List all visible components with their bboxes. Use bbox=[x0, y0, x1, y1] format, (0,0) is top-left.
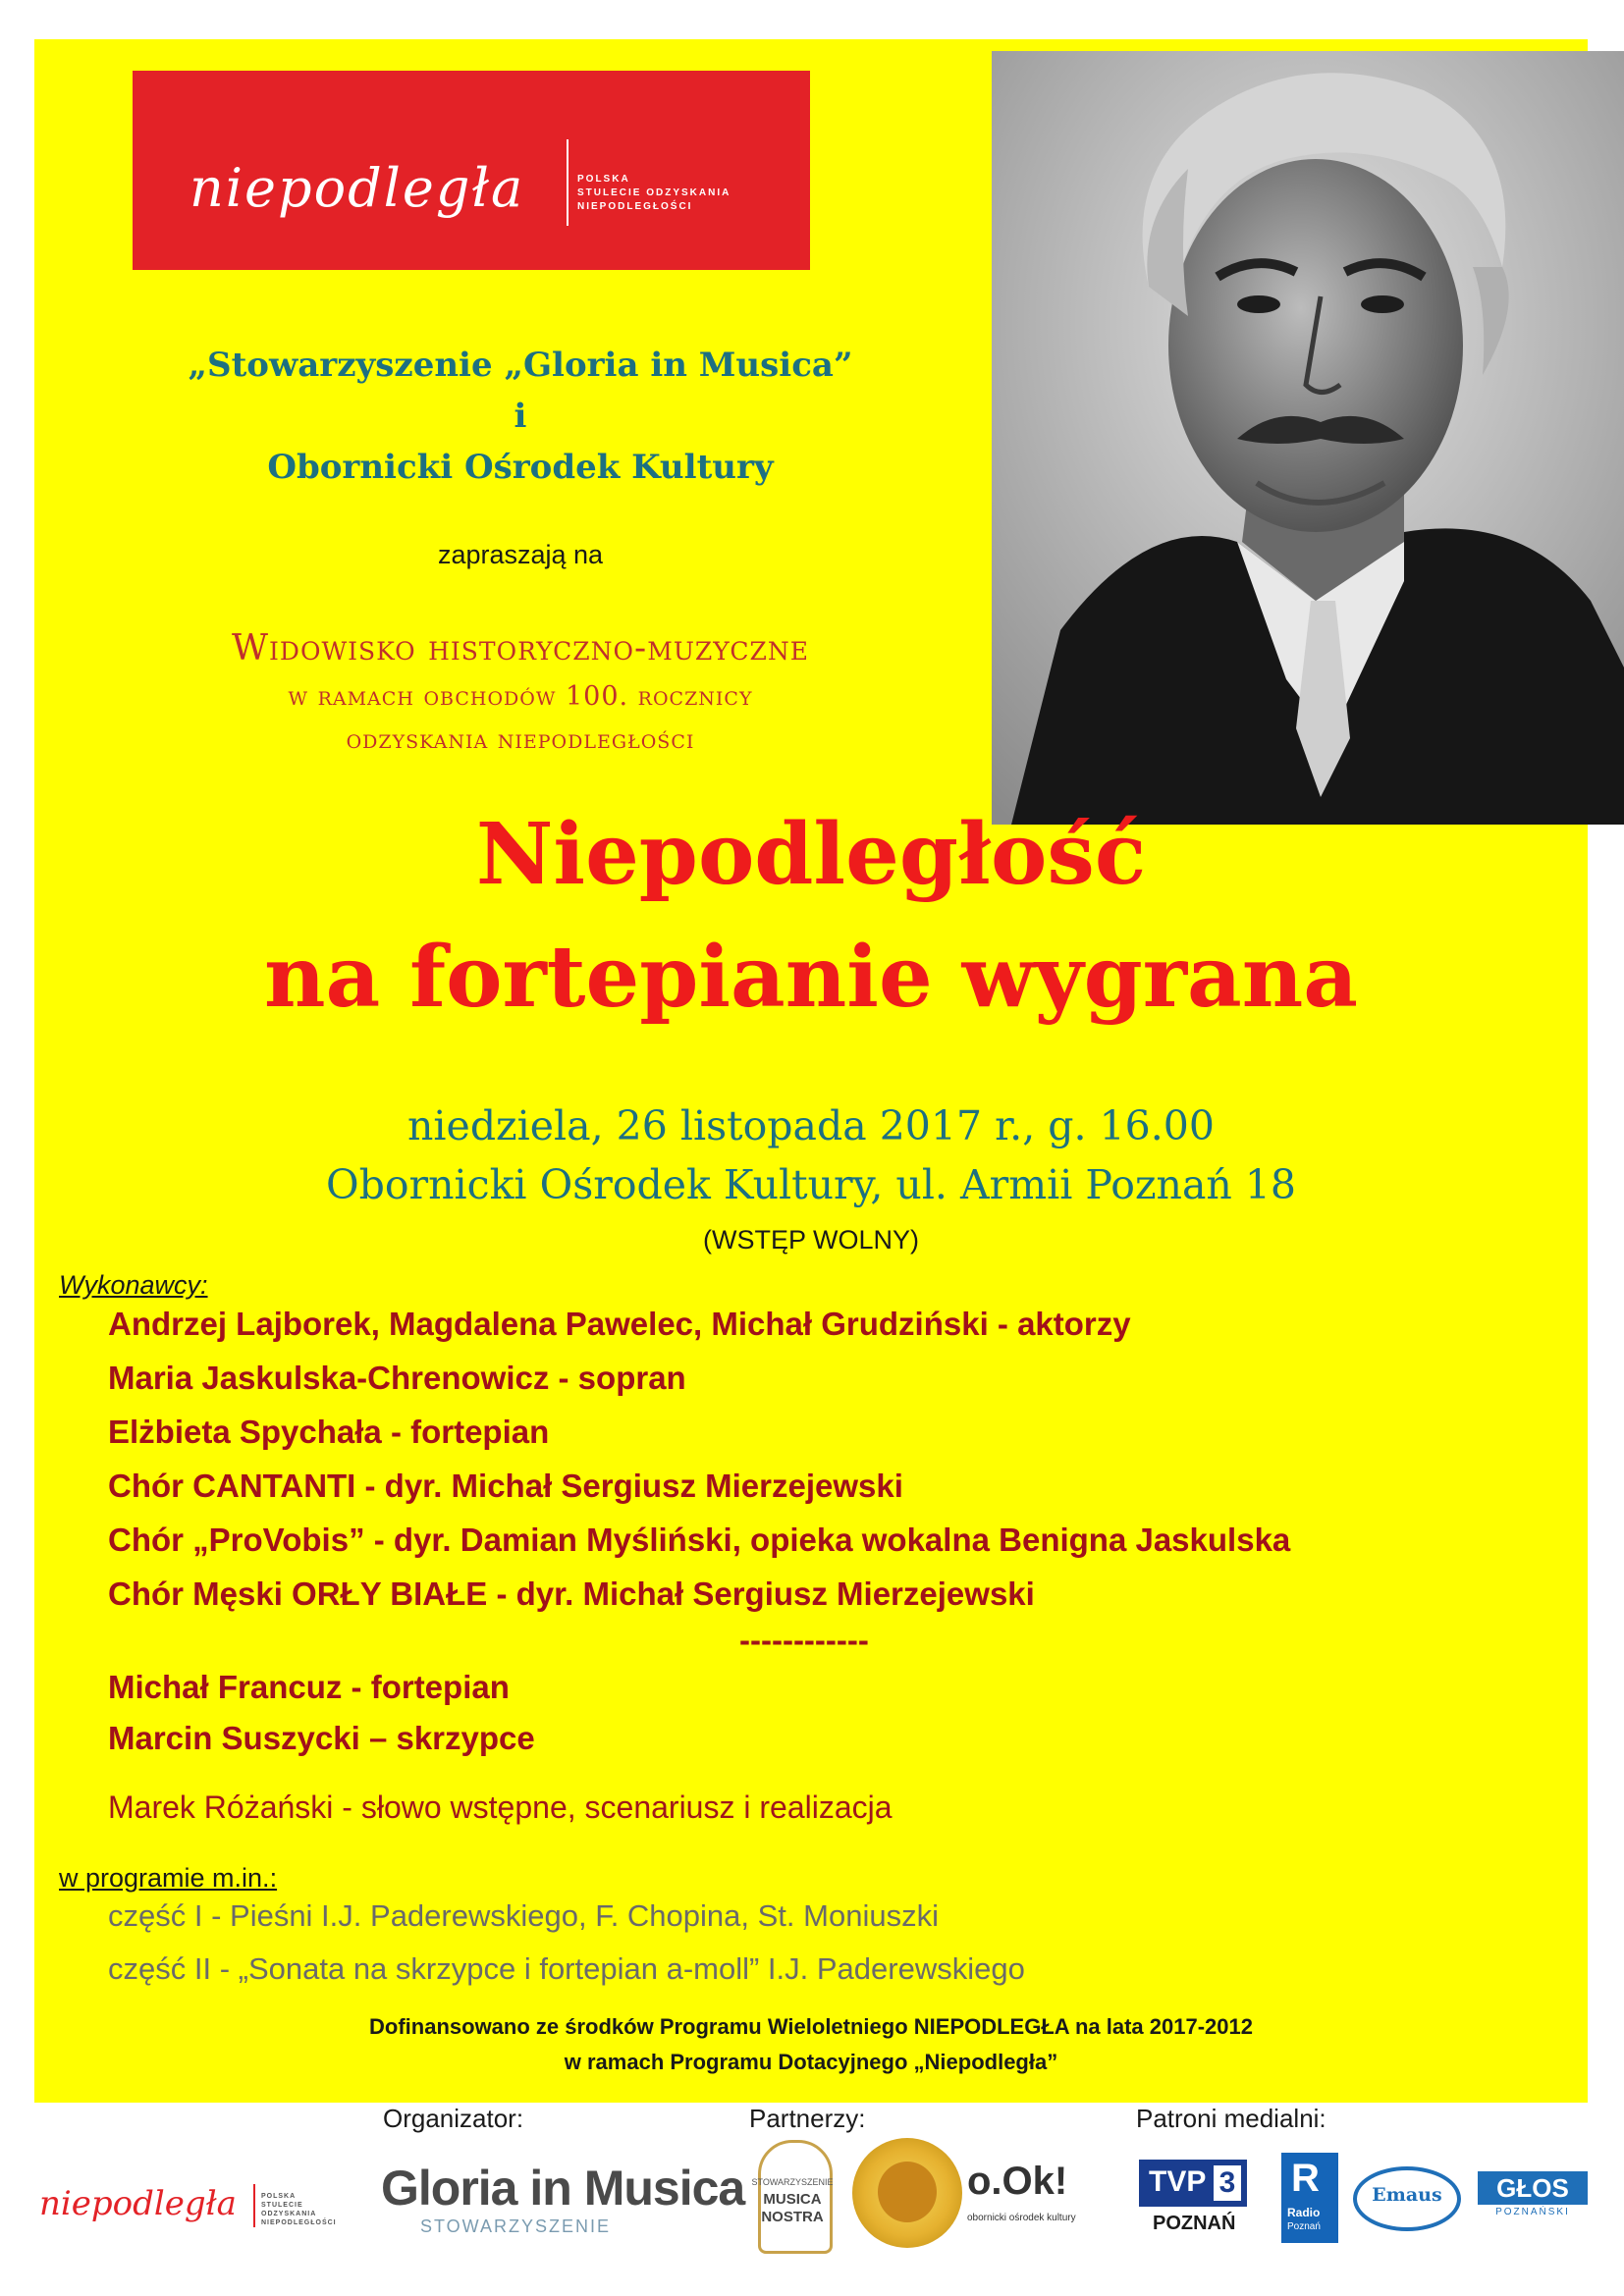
musica-nostra-logo bbox=[738, 2140, 846, 2260]
radio-poznan-logo bbox=[1281, 2153, 1338, 2243]
portrait-illustration bbox=[992, 51, 1624, 825]
gloria-in-musica-logo bbox=[381, 2160, 745, 2248]
performer-line: Chór „ProVobis” - dyr. Damian Myśliński, opieka wokalna Benigna Jaskulska bbox=[108, 1522, 1291, 1558]
ook-logo-text: o.Ok! bbox=[967, 2160, 1068, 2203]
niepodlegla-footer-script: niepodległa bbox=[39, 2184, 237, 2223]
portrait-photo bbox=[992, 51, 1624, 825]
invite-text: zapraszają na bbox=[437, 540, 604, 569]
organizer-label: Organizator: bbox=[383, 2104, 524, 2133]
tvp3-poznan-logo bbox=[1139, 2160, 1252, 2238]
funding-line-1: Dofinansowano ze środków Programu Wieloletniego NIEPODLEGŁA na lata 2017-2012 bbox=[369, 2014, 1253, 2039]
performer-line: Chór CANTANTI - dyr. Michał Sergiusz Mierzejewski bbox=[108, 1468, 903, 1504]
poster-background bbox=[34, 39, 1588, 2103]
performer-line: Elżbieta Spychała - fortepian bbox=[108, 1414, 550, 1450]
niepodlegla-footer-sub-line: NIEPODLEGŁOŚCI bbox=[261, 2219, 337, 2226]
emaus-text: Emaus bbox=[1372, 2184, 1442, 2206]
program-line: część II - „Sonata na skrzypce i fortepian a-moll” I.J. Paderewskiego bbox=[108, 1951, 1025, 1986]
performer-line: Chór Męski ORŁY BIAŁE - dyr. Michał Sergiusz Mierzejewski bbox=[108, 1575, 1035, 1612]
program-label: w programie m.in.: bbox=[59, 1863, 278, 1893]
logo-separator bbox=[567, 139, 568, 226]
musica-nostra-line: NOSTRA bbox=[761, 2209, 824, 2225]
performers-divider: ------------ bbox=[739, 1622, 869, 1658]
radio-emaus-logo bbox=[1353, 2166, 1461, 2231]
show-line-1: Widowisko historyczno-muzyczne bbox=[232, 628, 809, 668]
admission-note: (WSTĘP WOLNY) bbox=[702, 1225, 919, 1255]
glos-badge bbox=[1478, 2171, 1588, 2205]
obornicki-osrodek-kultury-logo bbox=[967, 2160, 1114, 2238]
performers-label: Wykonawcy: bbox=[59, 1270, 208, 1300]
tvp-text: TVP bbox=[1149, 2165, 1207, 2198]
main-title-line-2: na fortepianie wygrana bbox=[263, 928, 1359, 1027]
organizer-line-2: i bbox=[514, 397, 527, 436]
logo-script-text: niepodległa bbox=[189, 157, 525, 219]
niepodlegla-logo bbox=[133, 71, 810, 270]
organizer-line-3: Obornicki Ośrodek Kultury bbox=[267, 448, 774, 487]
show-line-3: odzyskania niepodległości bbox=[346, 724, 695, 755]
director-line: Marek Różański - słowo wstępne, scenariusz i realizacja bbox=[108, 1789, 893, 1825]
logo-subtitle-line: NIEPODLEGŁOŚCI bbox=[577, 201, 693, 212]
niepodlegla-footer-subtitle bbox=[261, 2192, 353, 2227]
funding-line-2: w ramach Programu Dotacyjnego „Niepodległa” bbox=[564, 2050, 1058, 2074]
radio-r-icon: R bbox=[1291, 2157, 1320, 2200]
niepodlegla-footer-sub-line: POLSKA bbox=[261, 2193, 297, 2200]
main-title-line-1: Niepodległość bbox=[475, 805, 1147, 904]
logo-subtitle-line: POLSKA bbox=[577, 174, 630, 185]
event-datetime: niedziela, 26 listopada 2017 r., g. 16.00 bbox=[407, 1102, 1215, 1149]
radio-sub-label: Poznań bbox=[1287, 2221, 1321, 2232]
program-line: część I - Pieśni I.J. Paderewskiego, F. Chopina, St. Moniuszki bbox=[108, 1898, 939, 1933]
niepodlegla-footer-separator bbox=[253, 2184, 255, 2227]
niepodlegla-footer-sub-line: STULECIE ODZYSKANIA bbox=[261, 2202, 317, 2217]
soloist-line: Michał Francuz - fortepian bbox=[108, 1669, 510, 1705]
logo-subtitle-line: STULECIE ODZYSKANIA bbox=[577, 187, 731, 198]
musica-nostra-line: MUSICA bbox=[763, 2191, 822, 2208]
medal-portrait-icon bbox=[878, 2162, 937, 2222]
niepodlegla-footer-logo bbox=[39, 2174, 353, 2243]
musica-nostra-line: STOWARZYSZENIE bbox=[751, 2177, 834, 2187]
partners-label: Partnerzy: bbox=[749, 2104, 866, 2133]
show-line-2: w ramach obchodów 100. rocznicy bbox=[288, 681, 753, 712]
logo-subtitle bbox=[577, 173, 731, 214]
gloria-logo-text: Gloria in Musica bbox=[381, 2161, 745, 2216]
tvp-city: POZNAŃ bbox=[1153, 2213, 1236, 2234]
gloria-logo-subtitle: STOWARZYSZENIE bbox=[420, 2216, 612, 2236]
paderewski-medal-logo bbox=[852, 2138, 962, 2248]
performer-line: Maria Jaskulska-Chrenowicz - sopran bbox=[108, 1360, 686, 1396]
organizer-line-1: „Stowarzyszenie „Gloria in Musica” bbox=[188, 346, 853, 385]
glos-subtitle: POZNAŃSKI bbox=[1495, 2207, 1570, 2217]
media-patrons-label: Patroni medialni: bbox=[1136, 2104, 1326, 2133]
event-venue: Obornicki Ośrodek Kultury, ul. Armii Poznań 18 bbox=[325, 1161, 1297, 1208]
soloist-line: Marcin Suszycki – skrzypce bbox=[108, 1720, 535, 1756]
radio-label: Radio bbox=[1287, 2206, 1321, 2219]
glos-poznanski-logo bbox=[1478, 2171, 1588, 2220]
tvp-number: 3 bbox=[1214, 2165, 1241, 2201]
tvp3-badge bbox=[1139, 2160, 1247, 2207]
ook-logo-subtitle: obornicki ośrodek kultury bbox=[967, 2213, 1076, 2223]
performer-line: Andrzej Lajborek, Magdalena Pawelec, Michał Grudziński - aktorzy bbox=[108, 1306, 1131, 1342]
glos-text: GŁOS bbox=[1496, 2173, 1569, 2203]
